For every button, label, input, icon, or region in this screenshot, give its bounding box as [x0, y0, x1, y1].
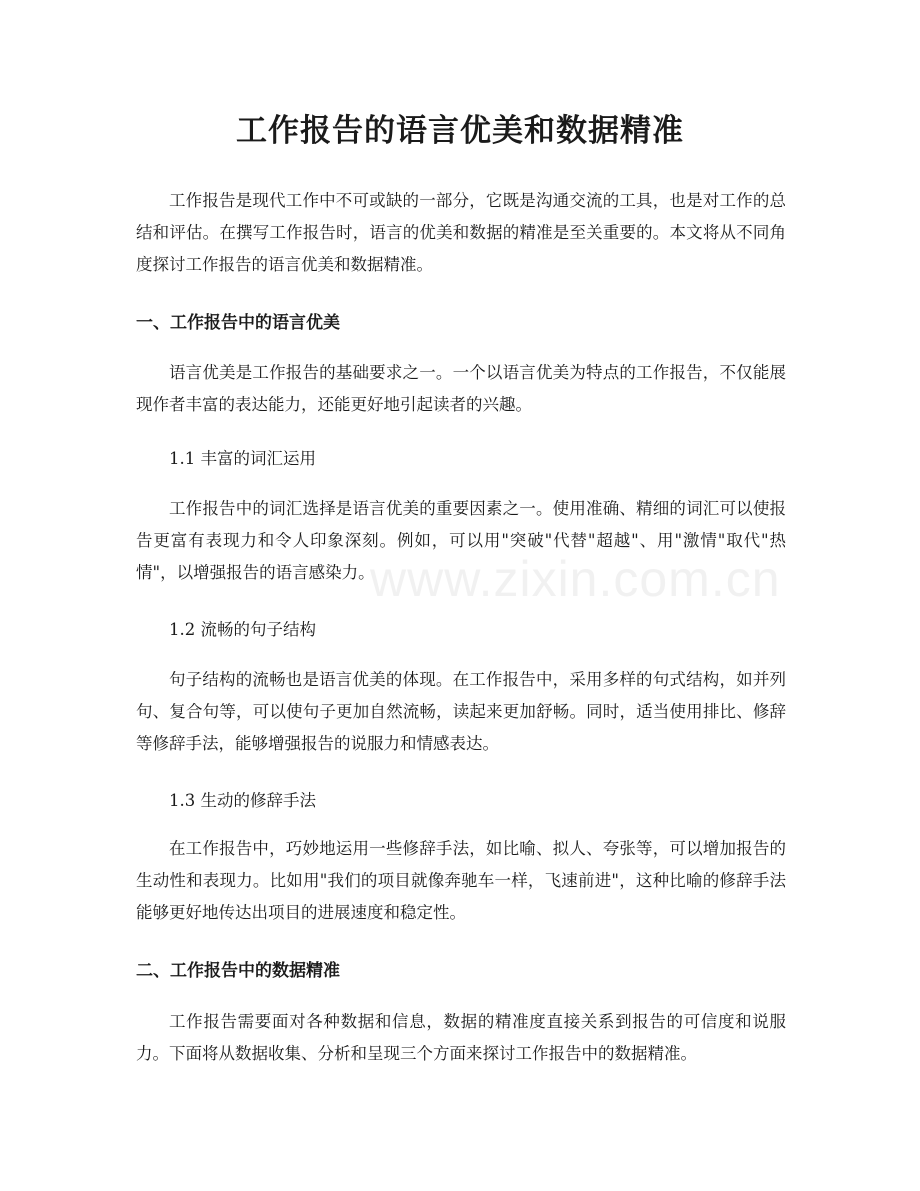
- section-heading-data: 二、工作报告中的数据精准: [136, 961, 340, 981]
- section-heading-language: 一、工作报告中的语言优美: [136, 313, 340, 333]
- section1-paragraph: 语言优美是工作报告的基础要求之一。一个以语言优美为特点的工作报告，不仅能展现作者丰富的表达能力，还能更好地引起读者的兴趣。: [136, 363, 786, 414]
- watermark: www.zixin.com.cn: [370, 551, 781, 607]
- subsection1-paragraph: 工作报告中的词汇选择是语言优美的重要因素之一。使用准确、精细的词汇可以使报告更富有表现力和令人印象深刻。例如，可以用"突破"代替"超越"、用"激情"取代"热情"，以增强报告的语言感染力。: [136, 499, 786, 582]
- subsection2-paragraph: 句子结构的流畅也是语言优美的体现。在工作报告中，采用多样的句式结构，如并列句、复合句等，可以使句子更加自然流畅，读起来更加舒畅。同时，适当使用排比、修辞等修辞手法，能够增强报告的说服力和情感表达。: [136, 670, 786, 753]
- document-title: 工作报告的语言优美和数据精准: [236, 113, 684, 149]
- subsection-heading-sentence: 1.2 流畅的句子结构: [169, 620, 316, 639]
- section2-paragraph: 工作报告需要面对各种数据和信息，数据的精准度直接关系到报告的可信度和说服力。下面将从数据收集、分析和呈现三个方面来探讨工作报告中的数据精准。: [136, 1012, 786, 1063]
- subsection3-paragraph: 在工作报告中，巧妙地运用一些修辞手法，如比喻、拟人、夸张等，可以增加报告的生动性和表现力。比如用"我们的项目就像奔驰车一样，飞速前进"，这种比喻的修辞手法能够更好地传达出项目的进展速度和稳定性。: [136, 839, 786, 922]
- subsection-heading-rhetoric: 1.3 生动的修辞手法: [169, 791, 316, 810]
- intro-paragraph: 工作报告是现代工作中不可或缺的一部分，它既是沟通交流的工具，也是对工作的总结和评估。在撰写工作报告时，语言的优美和数据的精准是至关重要的。本文将从不同角度探讨工作报告的语言优美和数据精准。: [136, 191, 786, 274]
- subsection-heading-vocabulary: 1.1 丰富的词汇运用: [169, 449, 316, 468]
